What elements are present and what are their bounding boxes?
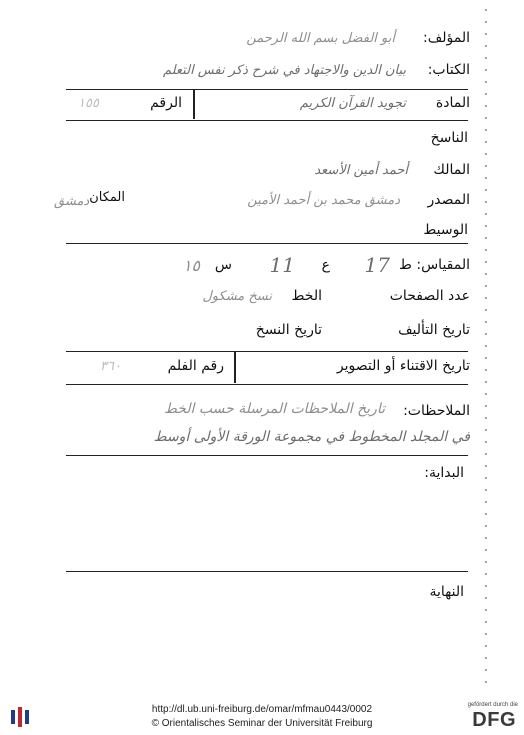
via-rule — [66, 243, 468, 244]
owner-label: المالك — [433, 162, 470, 178]
script-value: نسخ مشكول — [202, 289, 272, 304]
beginning-label: البداية: — [424, 465, 464, 481]
subject-row — [66, 89, 470, 119]
subject-label: المادة — [435, 95, 470, 111]
measure-row — [60, 255, 470, 281]
film-value: ٣٦٠ — [100, 359, 121, 374]
source-label: المصدر — [427, 192, 470, 208]
notes-label: الملاحظات: — [403, 403, 470, 419]
dfg-tagline: gefördert durch die — [467, 702, 518, 708]
author-value: أبو الفضل بسم الله الرحمن — [246, 31, 395, 46]
measure-label: المقياس: ط — [398, 257, 470, 273]
owner-value: أحمد أمين الأسعد — [314, 163, 408, 178]
measure-ain-value: 11 — [269, 253, 295, 277]
notes-rule — [66, 455, 468, 456]
copyist-label: الناسخ — [430, 130, 468, 146]
subject-value: تجويد القرآن الكريم — [299, 96, 406, 111]
source-value: دمشق محمد بن أحمد الأمين — [247, 193, 400, 208]
footer — [0, 698, 524, 735]
measure-ain-label: ع — [321, 257, 330, 273]
binder-dots — [480, 0, 524, 735]
footer-url-link[interactable]: http://dl.ub.uni-freiburg.de/omar/mfmau0443/0002 — [151, 704, 373, 715]
measure-sin-label: س — [214, 257, 232, 273]
copy-date-label: تاريخ النسخ — [255, 322, 322, 338]
dates-row — [60, 320, 470, 346]
book-label: الكتاب: — [427, 62, 470, 78]
beginning-rule — [66, 571, 468, 572]
source-place-value: دمشق — [54, 194, 90, 209]
ending-label: النهاية — [429, 584, 464, 600]
notes-line-2: في المجلد المخطوط في مجموعة الورقة الأولى أوسط — [153, 429, 470, 445]
measure-t-value: 17 — [364, 253, 390, 277]
acquisition-divider — [234, 351, 236, 383]
script-label: الخط — [291, 288, 322, 304]
notes-block — [60, 395, 470, 455]
owner-row — [60, 160, 470, 186]
author-label: المؤلف: — [423, 30, 470, 46]
author-date-label: تاريخ التأليف — [398, 322, 470, 338]
footer-copyright: © Orientalisches Seminar der Universität Freiburg — [151, 718, 373, 729]
acquisition-row — [66, 351, 470, 383]
pages-row — [60, 286, 470, 312]
via-label: الوسيط — [423, 222, 468, 238]
dfg-logo: DFG — [472, 709, 516, 731]
film-label: رقم الفلم — [167, 358, 224, 374]
subject-number-label: الرقم — [150, 95, 182, 111]
source-row — [40, 190, 470, 216]
binder-edge — [480, 0, 498, 700]
author-row — [60, 28, 470, 54]
acquisition-label: تاريخ الاقتناء أو التصوير — [336, 358, 470, 374]
acquisition-bottom-rule — [66, 384, 468, 385]
pages-label: عدد الصفحات — [389, 288, 470, 304]
subject-number-value: ١٥٥ — [78, 96, 99, 111]
subject-bottom-rule — [66, 120, 468, 121]
book-row — [60, 60, 470, 86]
notes-line-1: تاريخ الملاحظات المرسلة حسب الخط — [163, 401, 385, 417]
subject-divider — [193, 89, 195, 119]
measure-sin-value: ١٥ — [182, 256, 200, 275]
source-place-label: المكان — [89, 190, 125, 205]
book-value: بيان الدين والاجتهاد في شرح ذكر نفس التعلم — [162, 63, 406, 78]
